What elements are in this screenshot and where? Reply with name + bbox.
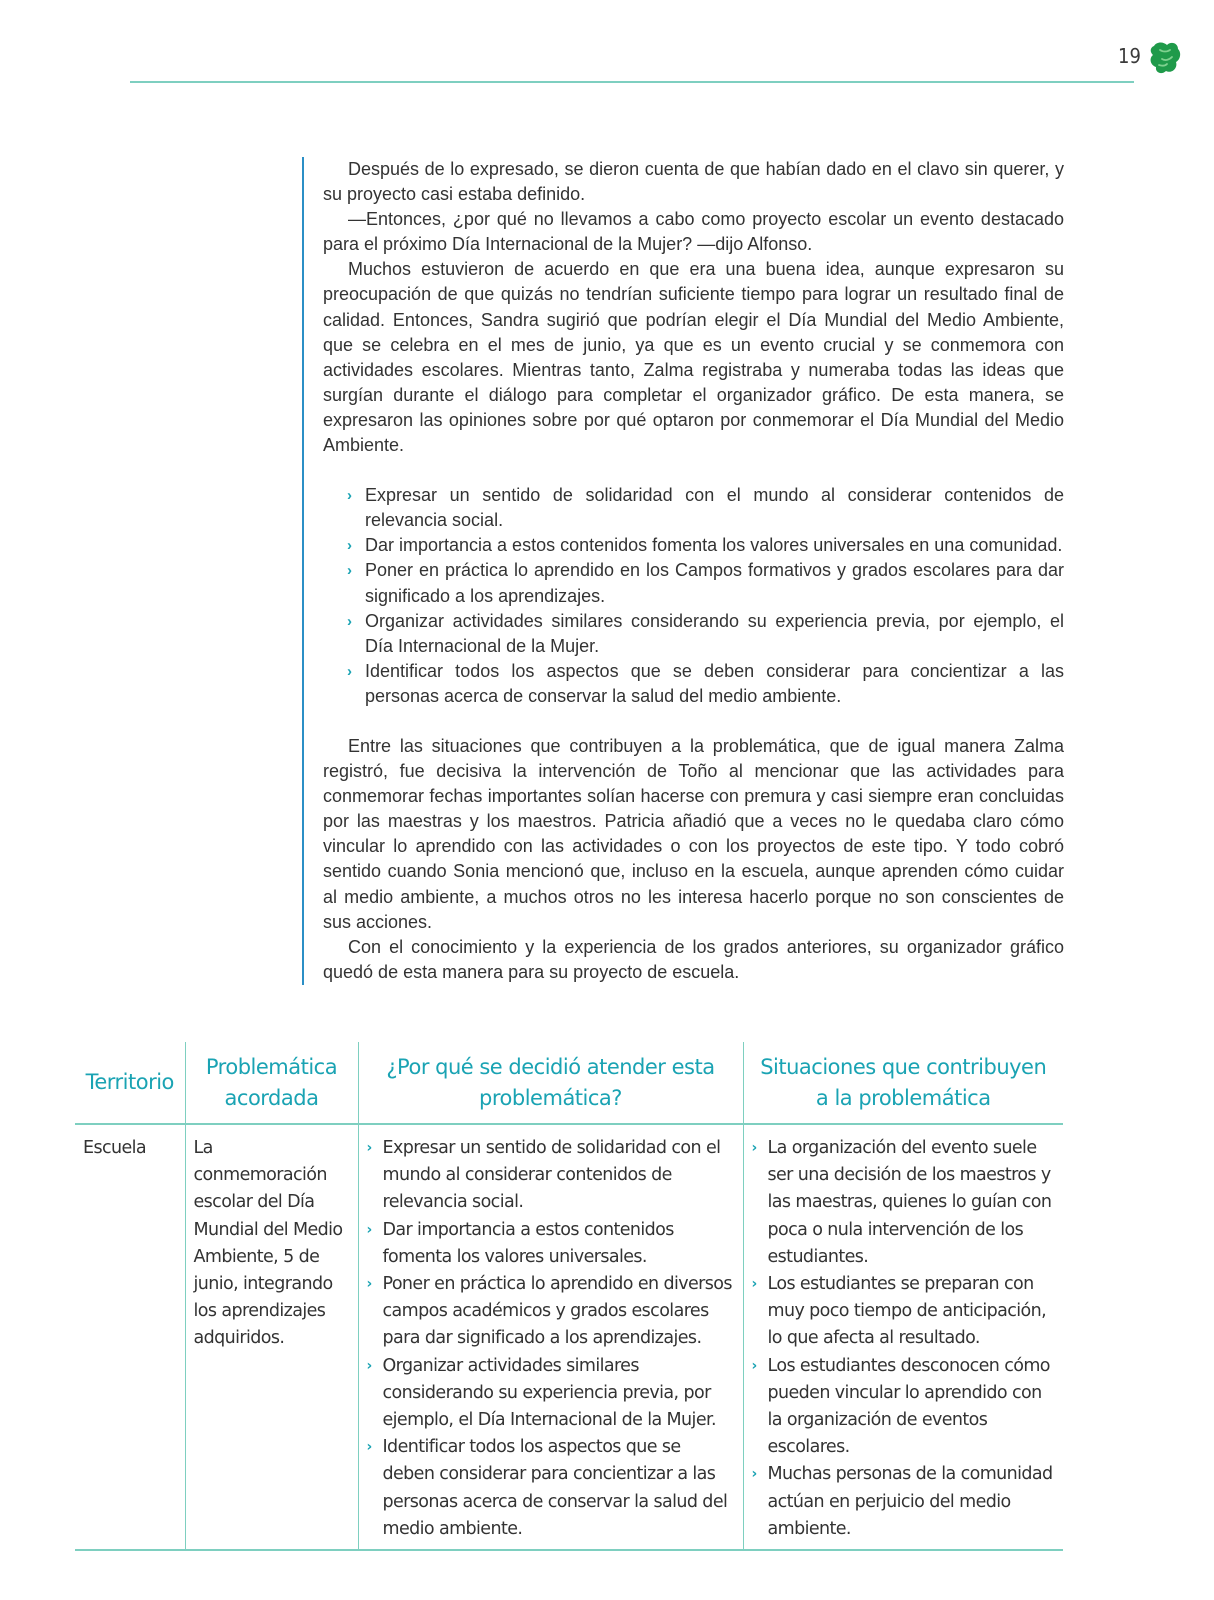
header-why: ¿Por qué se decidió atender esta problemática?: [358, 1042, 743, 1124]
table-row: [75, 1124, 1063, 1550]
paragraph: Entre las situaciones que contribuyen a la problemática, que de igual manera Zalma registró, fue decisiva la intervención de Toño al mencionar que las actividades para conmemorar fechas importantes solían hacerse con premura y casi siempre eran concluidas por las maestras y los maestros. Patricia añadió que a veces no le quedaba claro cómo vincular lo aprendido con las actividades o con los proyectos de este tipo. Y todo cobró sentido cuando Sonia mencionó que, incluso en la escuela, aunque aprenden cómo cuidar al medio ambiente, a muchos otros no les interesa hacerlo porque no son conscientes de sus acciones.: [323, 735, 1064, 932]
graphic-organizer-table: [75, 1042, 1063, 1551]
list-item: › Identificar todos los aspectos que se deben considerar para concientizar a las personas acerca de conservar la salud del medio ambiente.: [367, 1434, 735, 1543]
chevron-right-icon: ›: [751, 1357, 757, 1374]
chevron-right-icon: ›: [347, 537, 352, 555]
why-list: [367, 1135, 735, 1543]
list-item: › Organizar actividades similares considerando su experiencia previa, por ejemplo, el Día Internacional de la Mujer.: [347, 610, 1064, 656]
situations-list: [752, 1135, 1056, 1543]
cell-why: [358, 1124, 743, 1550]
chevron-right-icon: ›: [751, 1276, 757, 1293]
paragraph: Después de lo expresado, se dieron cuenta de que habían dado en el clavo sin querer, y su proyecto casi estaba definido.: [323, 159, 1064, 205]
header-situations: Situaciones que contribuyen a la problemática: [743, 1042, 1063, 1124]
chevron-right-icon: ›: [366, 1439, 372, 1456]
list-item: › Dar importancia a estos contenidos fomenta los valores universales.: [367, 1217, 735, 1271]
chevron-right-icon: ›: [366, 1276, 372, 1293]
list-item: › Expresar un sentido de solidaridad con el mundo al considerar contenidos de relevancia social.: [347, 485, 1064, 531]
chevron-right-icon: ›: [347, 487, 352, 505]
list-item: › Los estudiantes desconocen cómo pueden vincular lo aprendido con la organización de eventos escolares.: [752, 1353, 1056, 1462]
chevron-right-icon: ›: [366, 1357, 372, 1374]
paragraph: Con el conocimiento y la experiencia de los grados anteriores, su organizador gráfico quedó de esta manera para su proyecto de escuela.: [323, 936, 1064, 982]
cell-territory: Escuela: [75, 1124, 185, 1550]
list-item: › Dar importancia a estos contenidos fomenta los valores universales en una comunidad.: [347, 533, 1064, 558]
reasons-list: [347, 483, 1064, 709]
list-item: › La organización del evento suele ser una decisión de los maestros y las maestras, quienes lo guían con poca o nula intervención de los estudiantes.: [752, 1135, 1056, 1271]
green-blob-icon: [1148, 40, 1182, 76]
chevron-right-icon: ›: [751, 1466, 757, 1483]
chevron-right-icon: ›: [366, 1140, 372, 1156]
chevron-right-icon: ›: [347, 562, 352, 580]
list-item: › Poner en práctica lo aprendido en diversos campos académicos y grados escolares para dar significado a los aprendizajes.: [367, 1271, 735, 1353]
list-item: › Poner en práctica lo aprendido en los Campos formativos y grados escolares para dar significado a los aprendizajes.: [347, 560, 1064, 606]
chevron-right-icon: ›: [347, 612, 352, 630]
chevron-right-icon: ›: [751, 1140, 757, 1156]
list-item: › Expresar un sentido de solidaridad con el mundo al considerar contenidos de relevancia social.: [367, 1135, 735, 1217]
header-rule: [130, 81, 1134, 83]
cell-problem: La conmemoración escolar del Día Mundial del Medio Ambiente, 5 de junio, integrando los aprendizajes adquiridos.: [185, 1124, 358, 1550]
body-text: [302, 157, 1064, 985]
list-item: › Identificar todos los aspectos que se deben considerar para concientizar a las personas acerca de conservar la salud del medio ambiente.: [347, 660, 1064, 706]
chevron-right-icon: ›: [347, 662, 352, 680]
header-problem: Problemática acordada: [185, 1042, 358, 1124]
chevron-right-icon: ›: [366, 1221, 372, 1238]
list-item: › Organizar actividades similares considerando su experiencia previa, por ejemplo, el Día Internacional de la Mujer.: [367, 1353, 735, 1435]
paragraph: Muchos estuvieron de acuerdo en que era una buena idea, aunque expresaron su preocupación de que quizás no tendrían suficiente tiempo para lograr un resultado final de calidad. Entonces, Sandra sugirió que podrían elegir el Día Mundial del Medio Ambiente, que se celebra en el mes de junio, ya que es un evento crucial y se conmemora con actividades escolares. Mientras tanto, Zalma registraba y numeraba todas las ideas que surgían durante el diálogo para completar el organizador gráfico. De esta manera, se expresaron las opiniones sobre por qué optaron por conmemorar el Día Mundial del Medio Ambiente.: [323, 259, 1064, 456]
header-territory: Territorio: [75, 1042, 185, 1124]
paragraph: —Entonces, ¿por qué no llevamos a cabo como proyecto escolar un evento destacado para el próximo Día Internacional de la Mujer? —dijo Alfonso.: [323, 209, 1064, 255]
table-header-row: [75, 1042, 1063, 1124]
list-item: › Muchas personas de la comunidad actúan en perjuicio del medio ambiente.: [752, 1461, 1056, 1543]
page-number: 19: [1118, 44, 1141, 68]
cell-situations: [743, 1124, 1063, 1550]
list-item: › Los estudiantes se preparan con muy poco tiempo de anticipación, lo que afecta al resultado.: [752, 1271, 1056, 1353]
